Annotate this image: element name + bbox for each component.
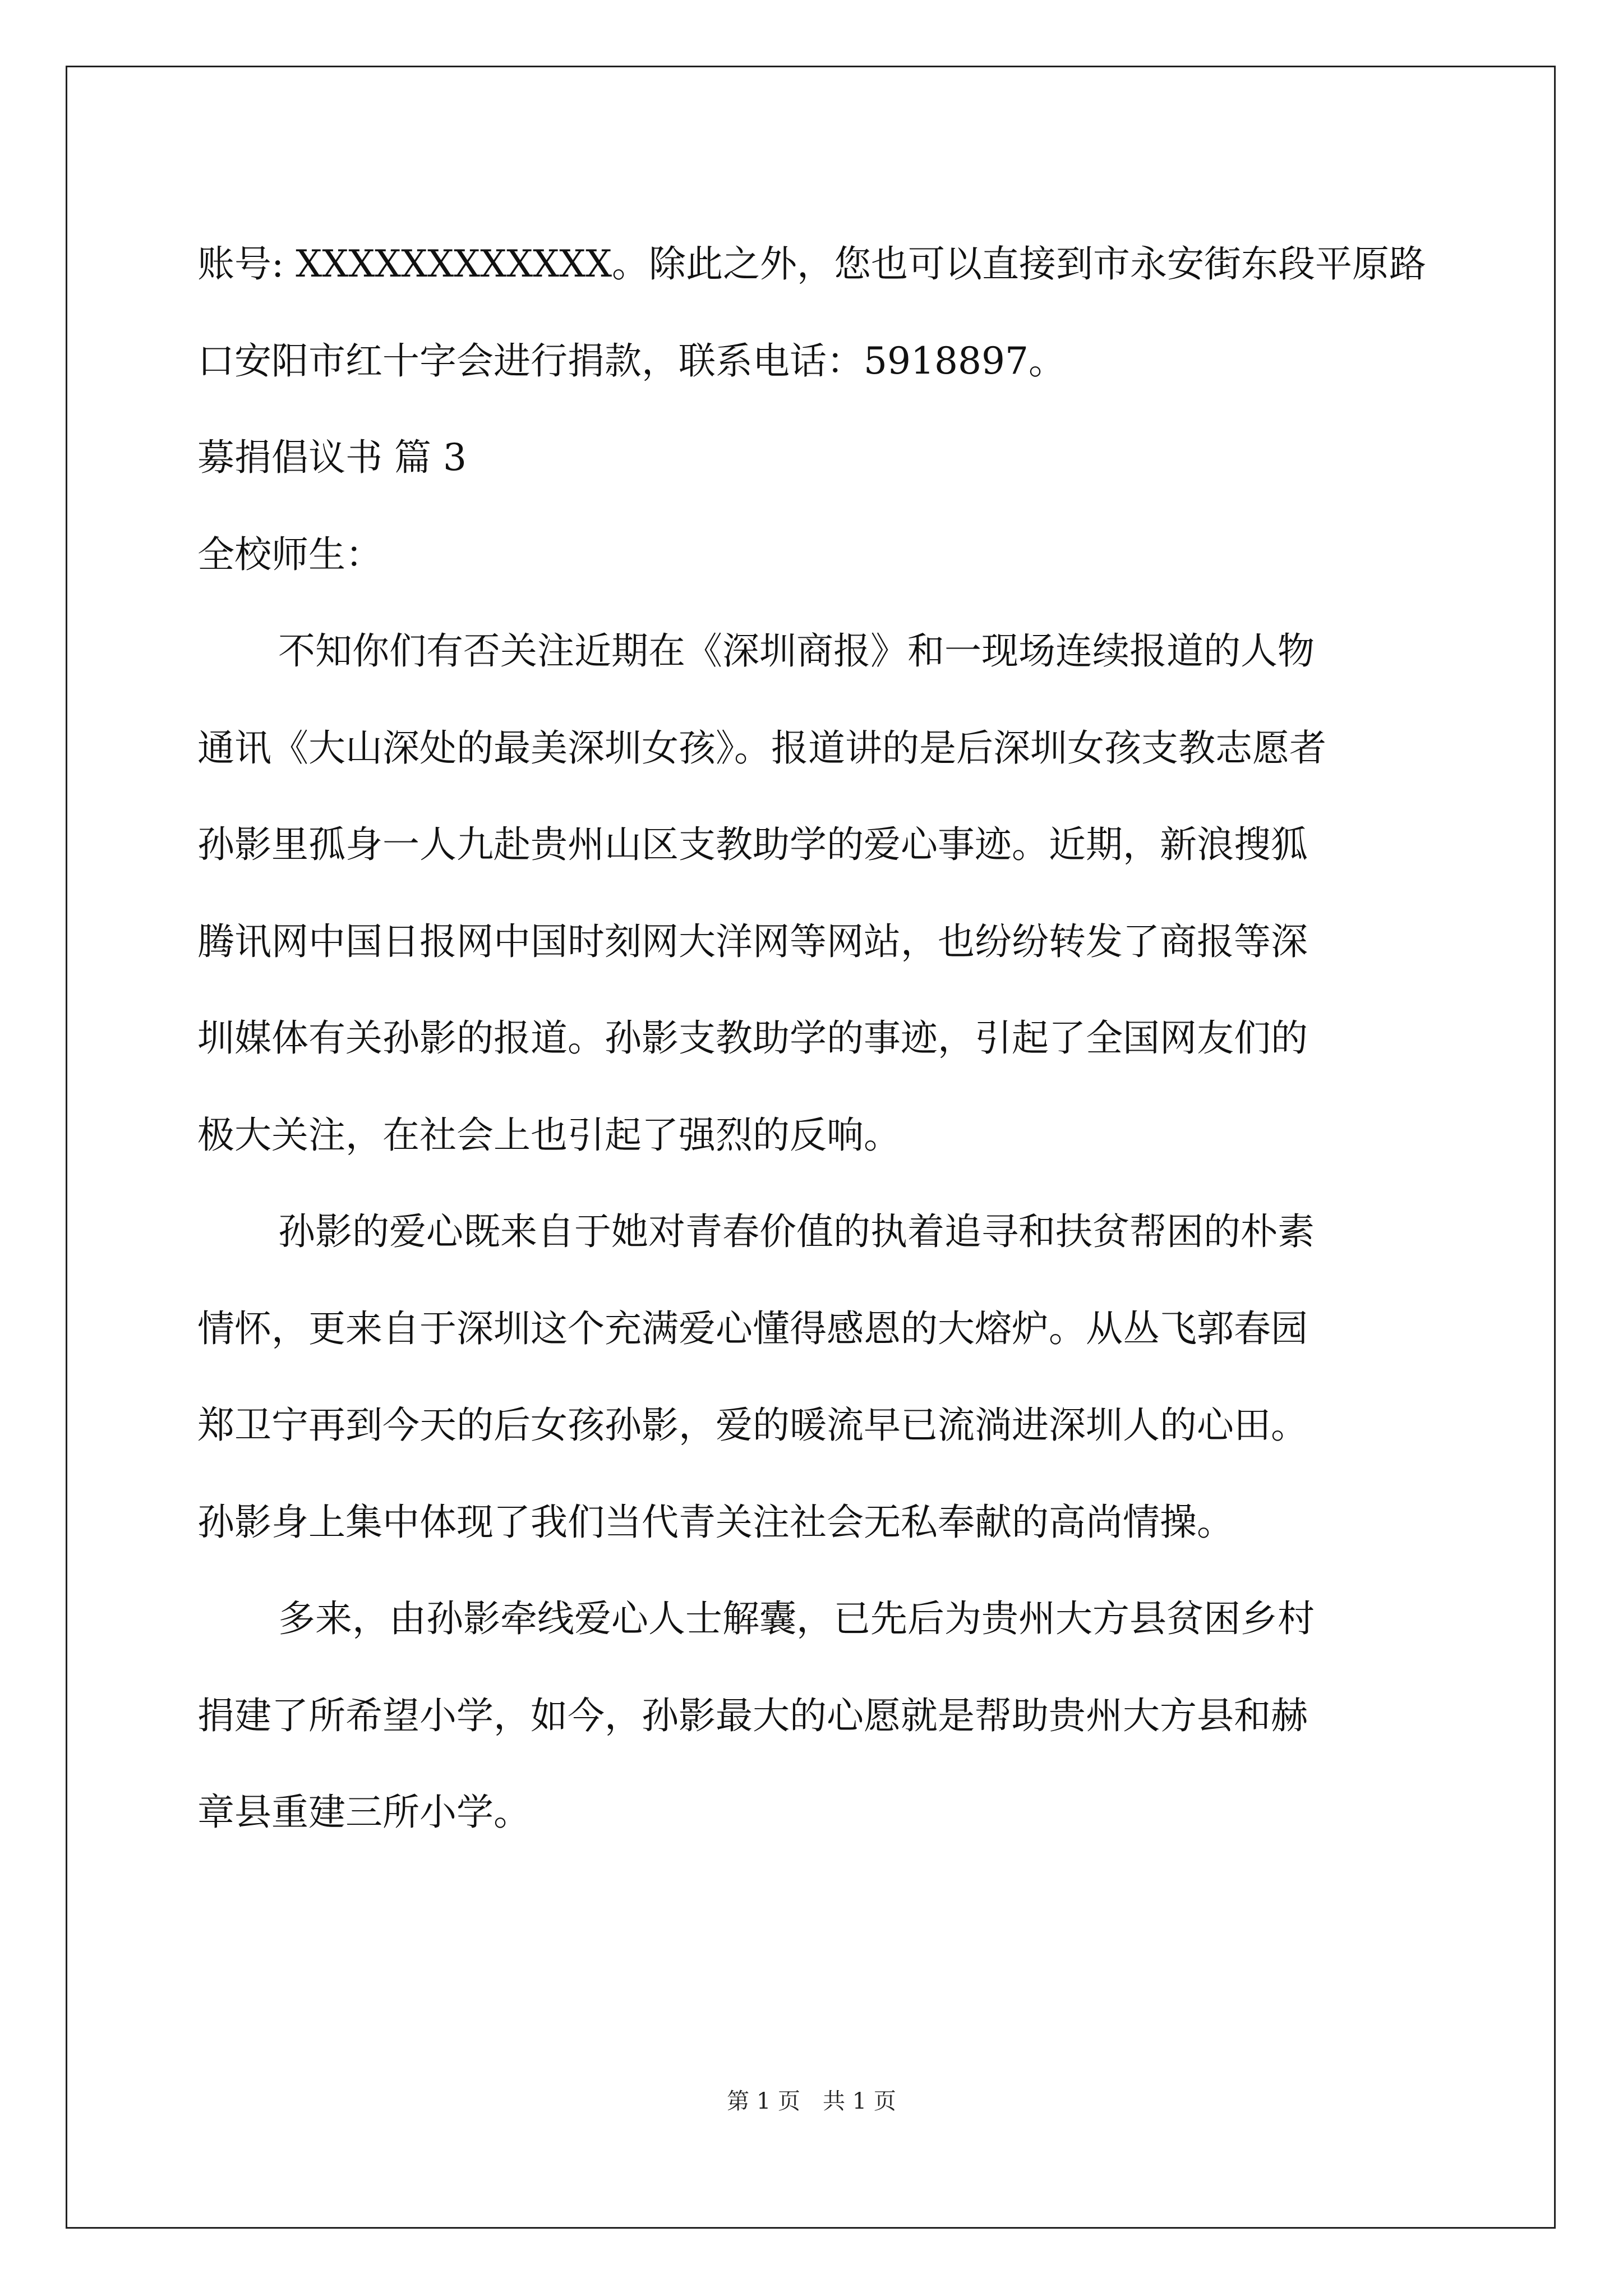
paragraph-2-line-4: 孙影身上集中体现了我们当代青关注社会无私奉献的高尚情操。	[197, 1500, 1234, 1544]
text-line-2: 口安阳市红十字会进行捐款，联系电话：5918897。	[197, 339, 1066, 383]
paragraph-2-line-3: 郑卫宁再到今天的后女孩孙影，爱的暖流早已流淌进深圳人的心田。	[197, 1404, 1308, 1447]
page-number-label: 第 1 页 共 1 页	[727, 2088, 896, 2114]
paragraph-3-line-3: 章县重建三所小学。	[197, 1791, 531, 1834]
paragraph-1-line-6: 极大关注，在社会上也引起了强烈的反响。	[197, 1113, 901, 1157]
paragraph-1-line-5: 圳媒体有关孙影的报道。孙影支教助学的事迹，引起了全国网友们的	[197, 1016, 1308, 1060]
paragraph-2-line-2: 情怀，更来自于深圳这个充满爱心懂得感恩的大熔炉。从丛飞郭春园	[197, 1306, 1308, 1350]
paragraph-2-line-1: 孙影的爱心既来自于她对青春价值的执着追寻和扶贫帮困的朴素	[278, 1210, 1315, 1253]
paragraph-1-line-2: 通讯《大山深处的最美深圳女孩》。报道讲的是后深圳女孩支教志愿者	[197, 726, 1326, 770]
document-body	[197, 216, 1426, 1861]
paragraph-3-line-1: 多来，由孙影牵线爱心人士解囊，已先后为贵州大方县贫困乡村	[278, 1597, 1315, 1640]
text-line-1: 账号: XXXXXXXXXXXX。除此之外，您也可以直接到市永安街东段平原路	[197, 242, 1427, 286]
page-footer	[0, 2088, 1623, 2115]
section-heading: 募捐倡议书 篇 3	[197, 436, 467, 479]
paragraph-3-line-2: 捐建了所希望小学，如今，孙影最大的心愿就是帮助贵州大方县和赫	[197, 1694, 1308, 1737]
paragraph-1-line-1: 不知你们有否关注近期在《深圳商报》和一现场连续报道的人物	[278, 629, 1315, 673]
paragraph-1-line-4: 腾讯网中国日报网中国时刻网大洋网等网站，也纷纷转发了商报等深	[197, 919, 1308, 963]
paragraph-1-line-3: 孙影里孤身一人九赴贵州山区支教助学的爱心事迹。近期，新浪搜狐	[197, 823, 1308, 866]
salutation: 全校师生：	[197, 532, 382, 576]
